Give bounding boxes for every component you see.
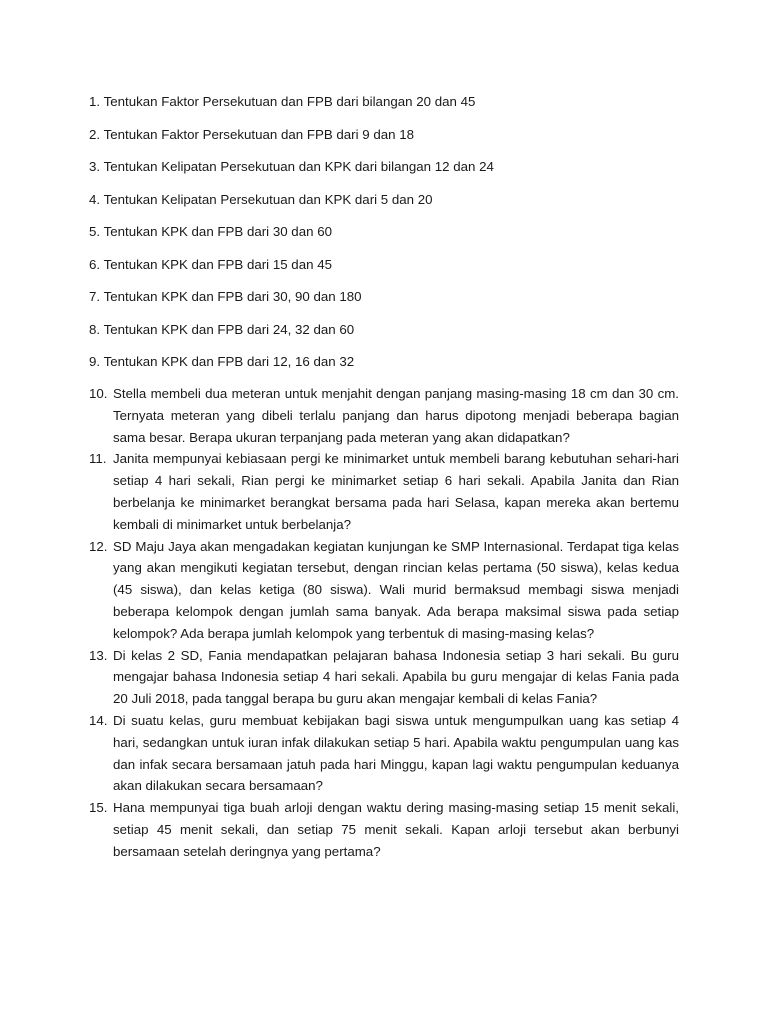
question-number: 12. [89, 538, 108, 554]
question-number: 15. [89, 800, 108, 816]
question-item [89, 797, 679, 862]
question-text: Tentukan Kelipatan Persekutuan dan KPK dari bilangan 12 dan 24 [103, 159, 494, 174]
question-number: 2. [89, 126, 101, 142]
question-number: 13. [89, 647, 108, 663]
question-number: 1. [89, 94, 101, 109]
word-problem-list [89, 383, 679, 863]
question-item [89, 353, 689, 386]
question-text: SD Maju Jaya akan mengadakan kegiatan kunjungan ke SMP Internasional. Terdapat tiga kelas yang akan mengikuti kegiatan tersebut, dengan rincian kelas pertama (50 siswa), kelas kedua (45 siswa), dan kelas ketiga (80 siswa). Wali murid bermaksud membagi siswa menjadi beberapa kelompok dengan jumlah sama banyak. Ada berapa maksimal siswa pada setiap kelompok? Ada berapa jumlah kelompok yang terbentuk di masing-masing kelas? [113, 538, 679, 641]
question-number: 14. [89, 712, 108, 728]
question-item [89, 536, 679, 645]
question-text: Tentukan Faktor Persekutuan dan FPB dari bilangan 20 dan 45 [103, 94, 476, 109]
question-number: 5. [89, 224, 101, 239]
question-item [89, 288, 689, 321]
question-item [89, 448, 679, 535]
question-number: 4. [89, 191, 101, 207]
question-item [89, 126, 689, 159]
question-text: Tentukan KPK dan FPB dari 30, 90 dan 180 [103, 289, 362, 304]
question-text: Tentukan Faktor Persekutuan dan FPB dari 9 dan 18 [103, 126, 415, 142]
question-item [89, 710, 679, 797]
question-item [89, 191, 689, 224]
question-text: Tentukan KPK dan FPB dari 30 dan 60 [103, 224, 332, 239]
question-text: Tentukan KPK dan FPB dari 24, 32 dan 60 [103, 321, 355, 337]
question-item [89, 321, 689, 354]
question-item [89, 223, 689, 256]
question-item [89, 645, 679, 710]
question-number: 9. [89, 354, 101, 369]
question-text: Di suatu kelas, guru membuat kebijakan bagi siswa untuk mengumpulkan uang kas setiap 4 hari, sedangkan untuk iuran infak dilakukan setiap 5 hari. Apabila waktu pengumpulan uang kas dan infak secara bersamaan jatuh pada hari Minggu, kapan lagi waktu pengumpulan keduanya akan dilakukan secara bersamaan? [113, 712, 679, 794]
question-text: Stella membeli dua meteran untuk menjahit dengan panjang masing-masing 18 cm dan 30 cm. Ternyata meteran yang dibeli terlalu panjang dan harus dipotong menjadi beberapa bagian sama besar. Berapa ukuran terpanjang pada meteran yang akan didapatkan? [113, 386, 679, 445]
question-text: Hana mempunyai tiga buah arloji dengan waktu dering masing-masing setiap 15 menit sekali, setiap 45 menit sekali, dan setiap 75 menit sekali. Kapan arloji tersebut akan berbunyi bersamaan setelah deringnya yang pertama? [113, 800, 679, 859]
question-item [89, 383, 679, 448]
question-text: Tentukan KPK dan FPB dari 15 dan 45 [103, 256, 332, 272]
question-number: 7. [89, 289, 101, 304]
question-number: 3. [89, 159, 101, 174]
question-text: Tentukan Kelipatan Persekutuan dan KPK dari 5 dan 20 [103, 191, 433, 207]
short-question-list [89, 93, 689, 386]
question-item [89, 256, 689, 289]
question-number: 6. [89, 256, 101, 272]
question-number: 11. [89, 451, 107, 467]
question-item [89, 158, 689, 191]
question-text: Tentukan KPK dan FPB dari 12, 16 dan 32 [103, 354, 355, 369]
question-text: Di kelas 2 SD, Fania mendapatkan pelajaran bahasa Indonesia setiap 3 hari sekali. Bu guru mengajar bahasa Indonesia setiap 4 hari sekali. Apabila bu guru mengajar di kelas Fania pada 20 Juli 2018, pada tanggal berapa bu guru akan mengajar kembali di kelas Fania? [113, 647, 679, 707]
question-number: 10. [89, 386, 108, 401]
question-item [89, 93, 689, 126]
question-number: 8. [89, 321, 101, 337]
question-text: Janita mempunyai kebiasaan pergi ke minimarket untuk membeli barang kebutuhan sehari-hari setiap 4 hari sekali, Rian pergi ke minimarket setiap 6 hari sekali. Apabila Janita dan Rian berbelanja ke minimarket berangkat bersama pada hari Selasa, kapan mereka akan bertemu kembali di minimarket untuk berbelanja? [113, 451, 679, 532]
